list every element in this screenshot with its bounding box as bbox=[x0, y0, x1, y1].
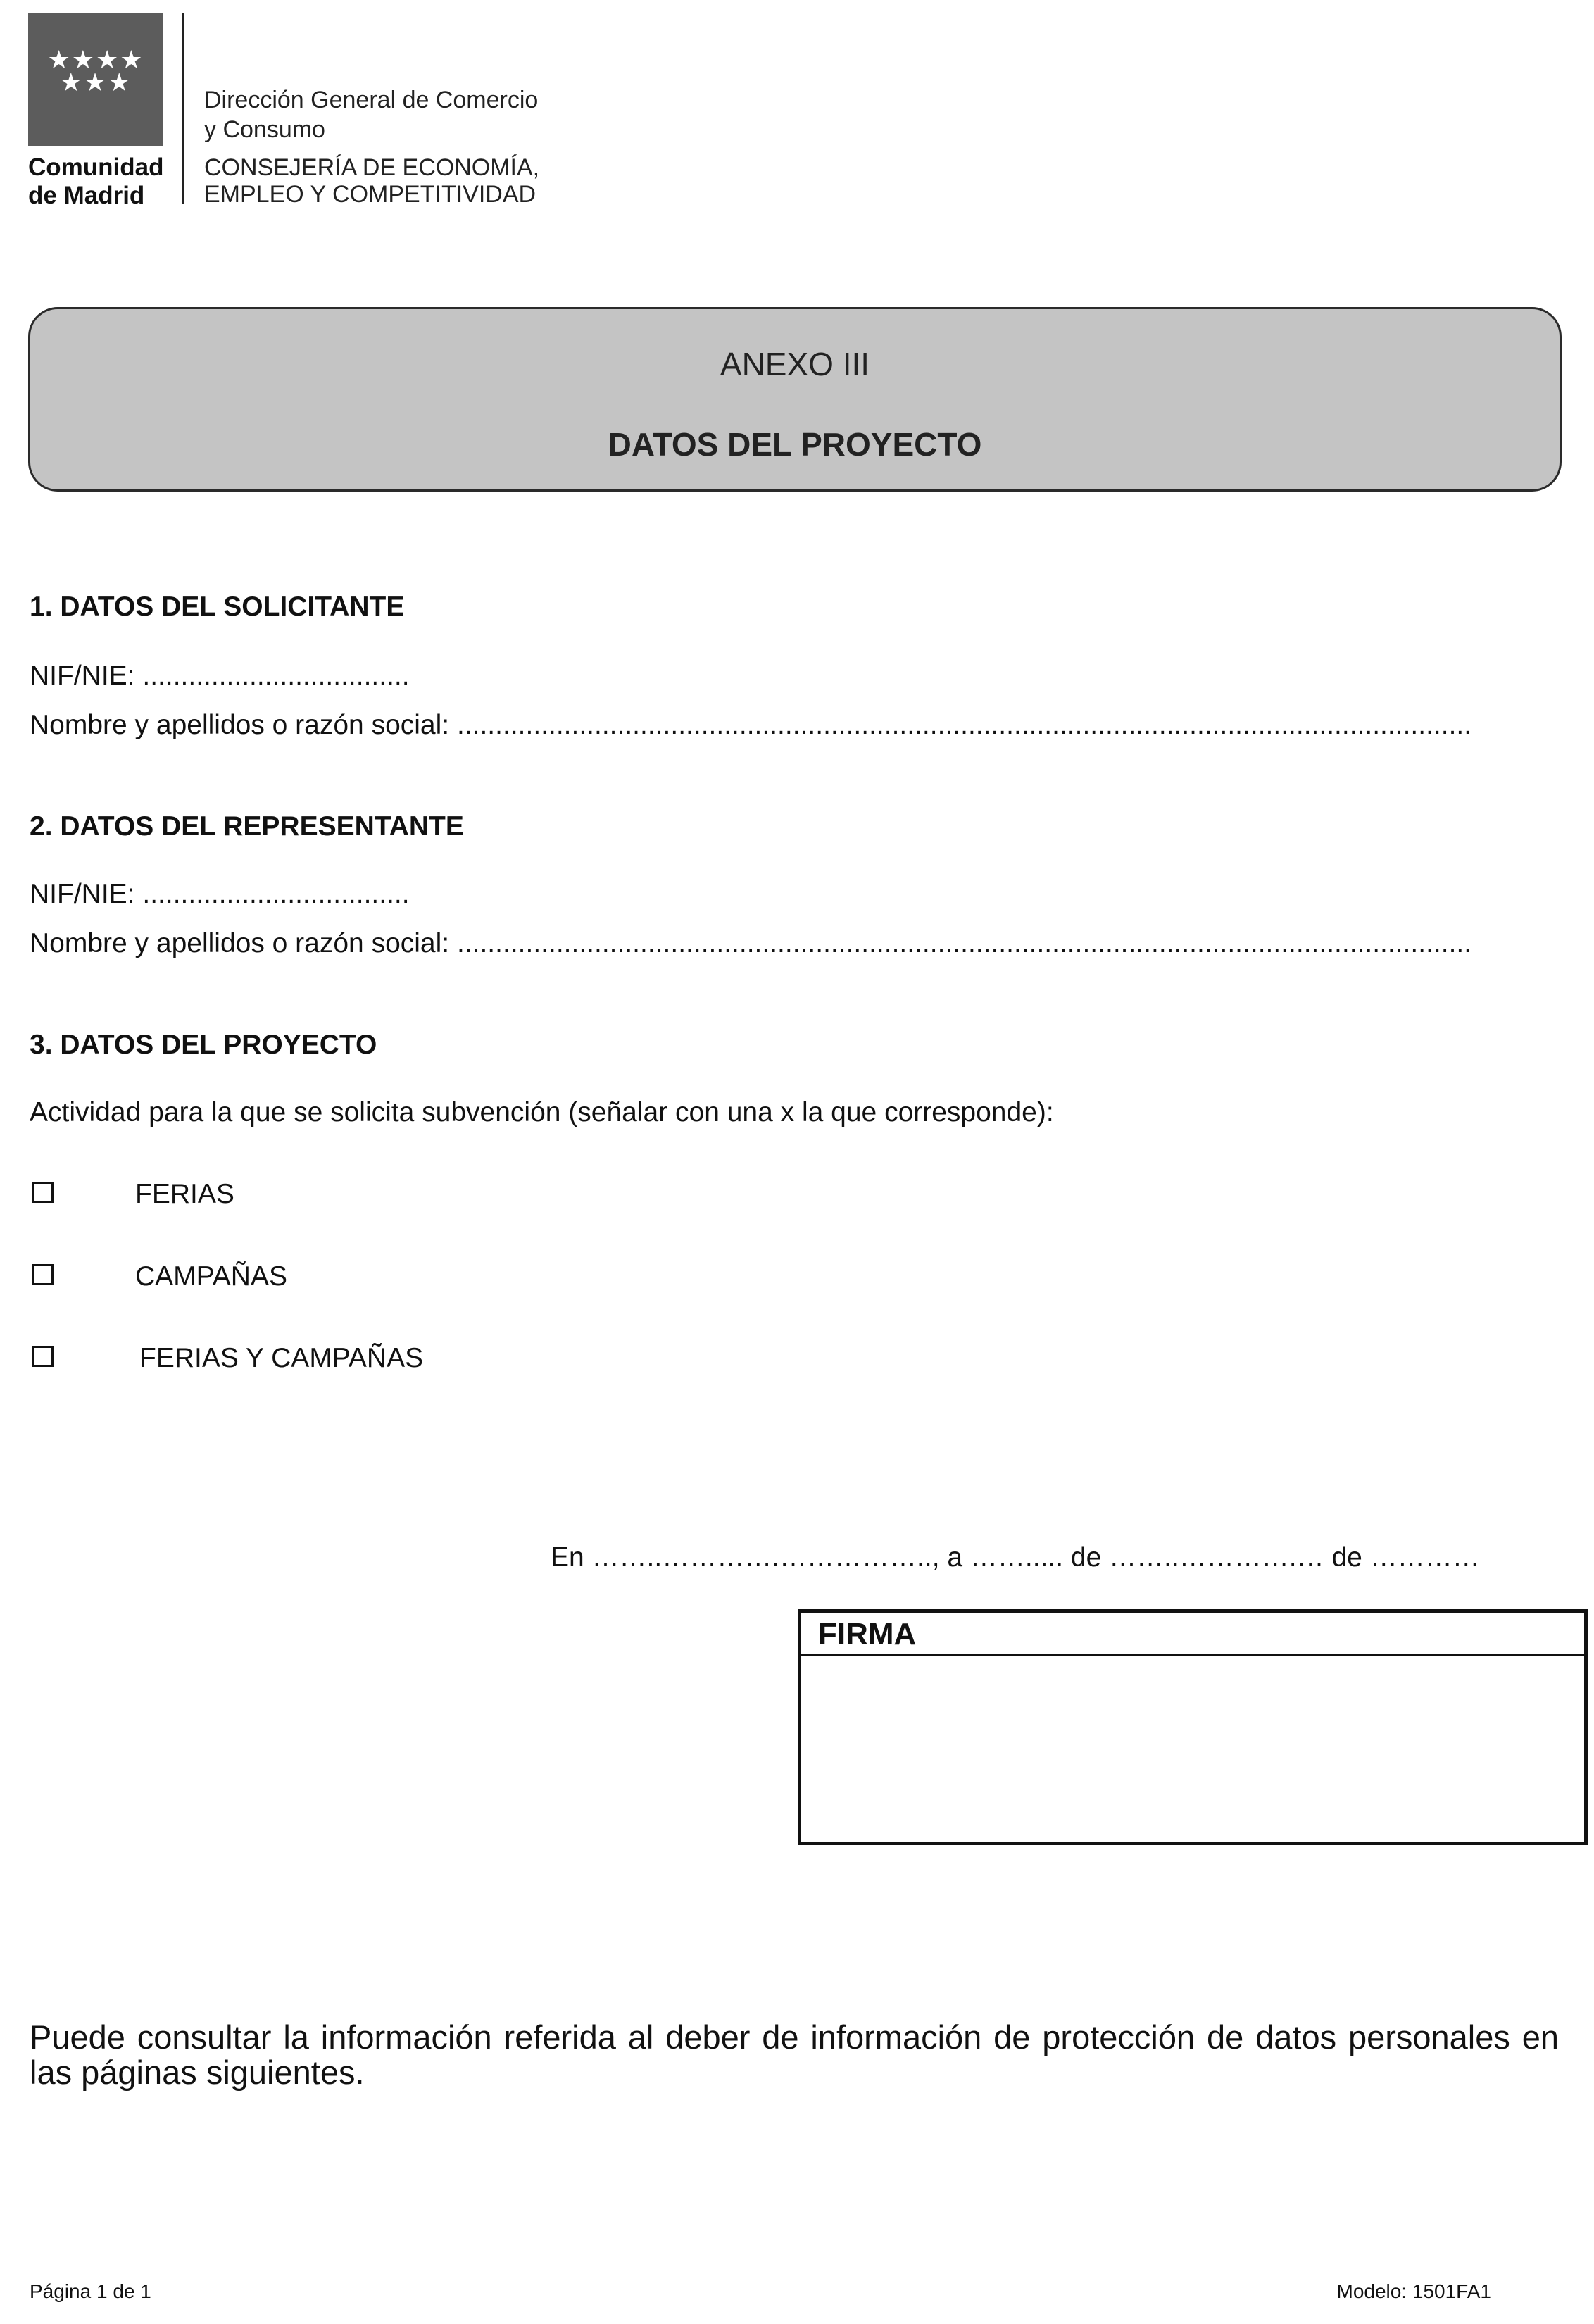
section1-nif-row bbox=[30, 661, 410, 692]
section3-instruction: Actividad para la que se solicita subvención (señalar con una x la que corresponde): bbox=[30, 1097, 1054, 1127]
place-date-line[interactable]: En ……..………….…………….., a ……..... de ……..………….… de ………… bbox=[551, 1542, 1480, 1573]
option-ferias-y-campanas-label: FERIAS Y CAMPAÑAS bbox=[139, 1343, 424, 1373]
org-line2: y Consumo bbox=[204, 116, 325, 143]
checkbox-ferias-y-campanas[interactable] bbox=[32, 1346, 54, 1367]
checkbox-campanas[interactable] bbox=[32, 1264, 54, 1285]
logo-name bbox=[28, 154, 163, 210]
section2-nif-field[interactable]: ................................... bbox=[142, 879, 410, 909]
section2-name-row bbox=[30, 928, 1471, 959]
signature-header bbox=[801, 1613, 1584, 1656]
section2-name-label: Nombre y apellidos o razón social: bbox=[30, 928, 450, 958]
option-ferias-label: FERIAS bbox=[135, 1179, 234, 1209]
checkbox-ferias[interactable] bbox=[32, 1182, 54, 1203]
title-box bbox=[28, 307, 1562, 492]
section1-name-label: Nombre y apellidos o razón social: bbox=[30, 710, 450, 740]
org-line3: CONSEJERÍA DE ECONOMÍA, bbox=[204, 154, 540, 181]
section2-nif-row bbox=[30, 879, 410, 910]
org-line4: EMPLEO Y COMPETITIVIDAD bbox=[204, 181, 536, 208]
document-title: DATOS DEL PROYECTO bbox=[608, 426, 982, 463]
data-protection-notice: Puede consultar la información referida al deber de información de protección de datos personales en las páginas siguientes. bbox=[30, 2018, 1559, 2091]
header-divider bbox=[182, 13, 184, 204]
logo-stars-row1: ★★★★ bbox=[47, 46, 144, 75]
org-line1: Dirección General de Comercio bbox=[204, 87, 539, 113]
section1-nif-label: NIF/NIE: bbox=[30, 661, 135, 691]
logo-stars bbox=[39, 46, 152, 97]
section1-name-field[interactable]: ..................................................................................................................................... bbox=[456, 710, 1472, 740]
logo-name-line2: de Madrid bbox=[28, 182, 145, 209]
option-campanas-label: CAMPAÑAS bbox=[135, 1261, 287, 1292]
annex-title: ANEXO III bbox=[720, 346, 870, 382]
page-number: Página 1 de 1 bbox=[30, 2280, 151, 2302]
section1-heading: 1. DATOS DEL SOLICITANTE bbox=[30, 592, 405, 622]
logo-name-line1: Comunidad bbox=[28, 154, 164, 181]
section2-heading: 2. DATOS DEL REPRESENTANTE bbox=[30, 811, 464, 842]
section2-nif-label: NIF/NIE: bbox=[30, 879, 135, 909]
section1-nif-field[interactable]: ................................... bbox=[142, 661, 410, 691]
signature-label: FIRMA bbox=[818, 1617, 917, 1651]
logo-stars-row2: ★★★ bbox=[59, 68, 132, 97]
section3-heading: 3. DATOS DEL PROYECTO bbox=[30, 1030, 377, 1060]
section1-name-row bbox=[30, 710, 1471, 741]
section2-name-field[interactable]: ..................................................................................................................................... bbox=[456, 928, 1472, 958]
model-code: Modelo: 1501FA1 bbox=[1336, 2280, 1491, 2302]
signature-box[interactable] bbox=[798, 1609, 1588, 1845]
